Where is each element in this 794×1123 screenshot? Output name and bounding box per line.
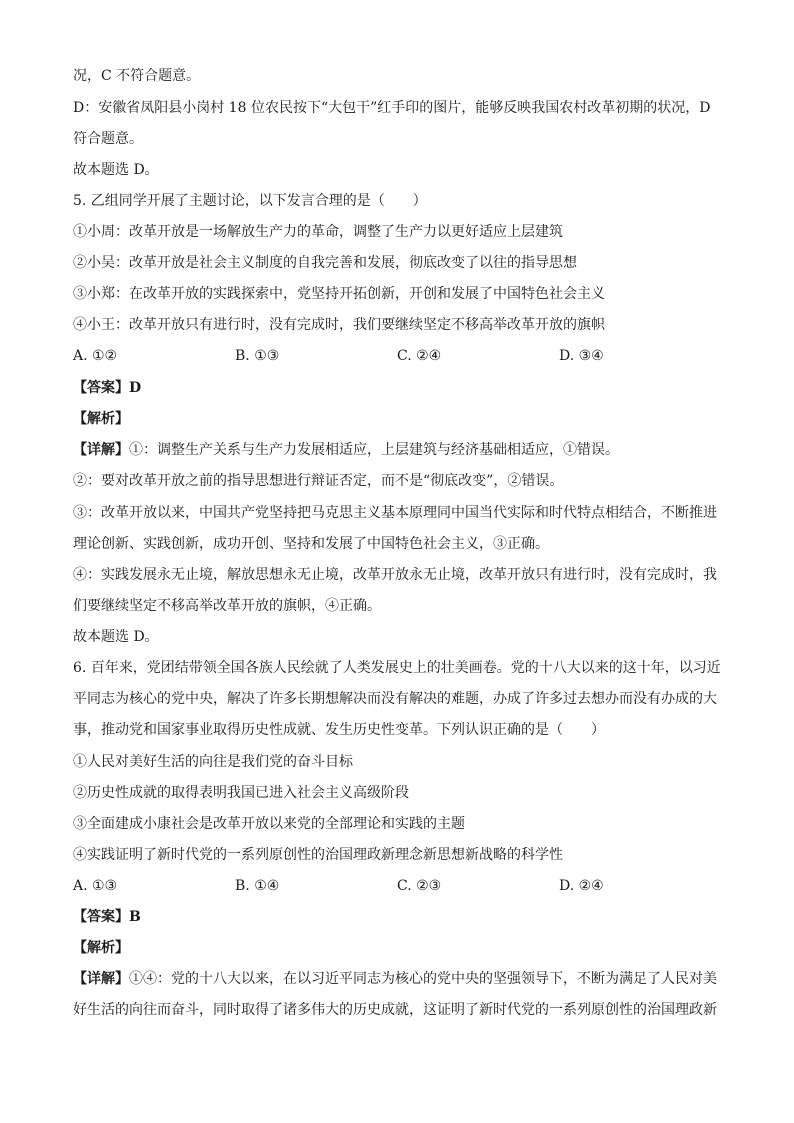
question-6-statement: ③全面建成小康社会是改革开放以来党的全部理论和实践的主题	[73, 816, 465, 832]
question-6-statement: ④实践证明了新时代党的一系列原创性的治国理政新理念新思想新战略的科学性	[73, 847, 563, 863]
question-5-option-b: B. ①③	[235, 348, 280, 364]
question-5-option-a: A. ①②	[73, 348, 118, 364]
question-6-statement: ②历史性成就的取得表明我国已进入社会主义高级阶段	[73, 785, 409, 801]
text-line: 符合题意。	[73, 131, 143, 147]
text-line: 故本题选 D。	[73, 162, 159, 178]
detail-text: ①④：党的十八大以来，在以习近平同志为核心的党中央的坚强领导下，不断为满足了人民对美	[129, 971, 717, 987]
question-6-stem: 平同志为核心的党中央，解决了许多长期想解决而没有解决的难题，办成了许多过去想办而没有办成的大	[73, 691, 717, 707]
detail-line	[73, 440, 723, 460]
question-6-option-b: B. ①④	[235, 878, 280, 894]
question-6-option-d: D. ②④	[559, 878, 604, 894]
text-line: 故本题选 D。	[73, 629, 159, 645]
question-5-stem: 5. 乙组同学开展了主题讨论，以下发言合理的是（ ）	[73, 193, 427, 209]
analysis-label: 【解析】	[73, 940, 129, 956]
question-6-option-a: A. ①③	[73, 878, 118, 894]
question-6-statement: ①人民对美好生活的向往是我们党的奋斗目标	[73, 754, 353, 770]
text-line: 好生活的向往而奋斗，同时取得了诸多伟大的历史成就，这证明了新时代党的一系列原创性的治国理政新	[73, 1002, 717, 1018]
analysis-label: 【解析】	[73, 411, 129, 427]
detail-line	[73, 969, 723, 989]
question-5-statement: ④小王：改革开放只有进行时，没有完成时，我们要继续坚定不移高举改革开放的旗帜	[73, 317, 605, 333]
question-6-option-c: C. ②③	[397, 878, 442, 894]
question-5-statement: ②小吴：改革开放是社会主义制度的自我完善和发展，彻底改变了以往的指导思想	[73, 255, 577, 271]
detail-label: 【详解】	[73, 971, 129, 987]
question-6-stem: 事，推动党和国家事业取得历史性成就、发生历史性变革。下列认识正确的是（ ）	[73, 722, 605, 738]
text-line: ③：改革开放以来，中国共产党坚持把马克思主义基本原理同中国当代实际和时代特点相结合，不断推进	[73, 505, 717, 521]
text-line: 理论创新、实践创新，成功开创、坚持和发展了中国特色社会主义，③正确。	[73, 536, 549, 552]
detail-text: ①：调整生产关系与生产力发展相适应，上层建筑与经济基础相适应，①错误。	[129, 442, 619, 458]
text-line: 况，C 不符合题意。	[73, 68, 201, 84]
detail-label: 【详解】	[73, 442, 129, 458]
question-5-option-d: D. ③④	[559, 348, 604, 364]
answer-label: 【答案】B	[73, 909, 141, 925]
text-line: 们要继续坚定不移高举改革开放的旗帜，④正确。	[73, 598, 381, 614]
question-5-statement: ③小郑：在改革开放的实践探索中，党坚持开拓创新，开创和发展了中国特色社会主义	[73, 286, 605, 302]
question-6-stem: 6. 百年来，党团结带领全国各族人民绘就了人类发展史上的壮美画卷。党的十八大以来的这十年，以习近	[73, 660, 721, 676]
answer-label: 【答案】D	[73, 380, 142, 396]
text-line: ④：实践发展永无止境，解放思想永无止境，改革开放永无止境，改革开放只有进行时，没有完成时，我	[73, 567, 717, 583]
question-5-statement: ①小周：改革开放是一场解放生产力的革命，调整了生产力以更好适应上层建筑	[73, 224, 563, 240]
text-line: ②：要对改革开放之前的指导思想进行辩证否定，而不是“彻底改变”，②错误。	[73, 473, 564, 489]
text-line: D：安徽省凤阳县小岗村 18 位农民按下“大包干”红手印的图片，能够反映我国农村改革初期的状况，D	[73, 100, 711, 116]
question-5-option-c: C. ②④	[397, 348, 442, 364]
